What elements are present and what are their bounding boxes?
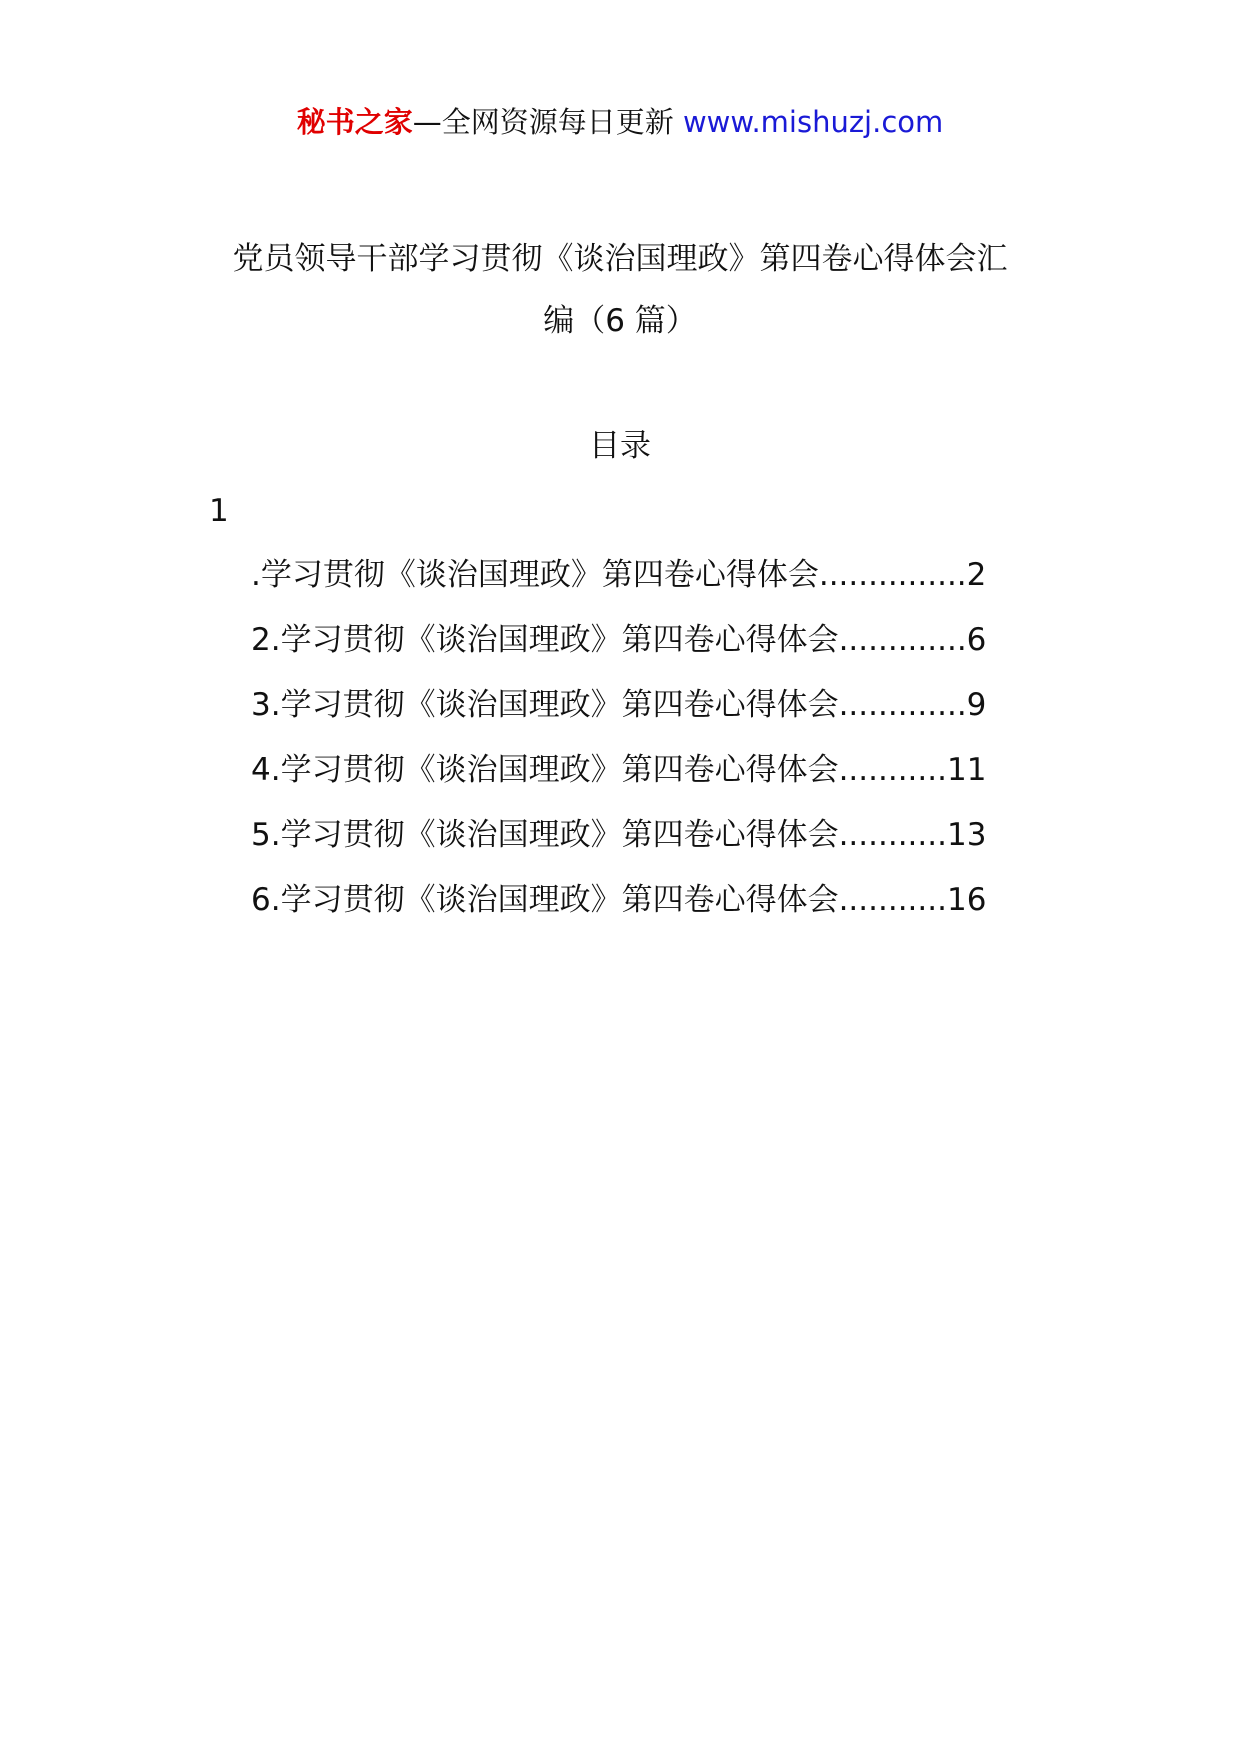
site-url-link[interactable]: www.mishuzj.com: [682, 105, 944, 139]
header-tagline: —全网资源每日更新: [412, 105, 674, 139]
title-line-2: 编（6 篇）: [543, 303, 697, 339]
toc-heading: 目录: [589, 428, 651, 464]
toc-item[interactable]: 2.学习贯彻《谈治国理政》第四卷心得体会.............6: [251, 622, 987, 658]
toc-item[interactable]: 5.学习贯彻《谈治国理政》第四卷心得体会...........13: [251, 817, 987, 853]
toc-item[interactable]: 4.学习贯彻《谈治国理政》第四卷心得体会...........11: [251, 752, 987, 788]
toc-orphan-number: 1: [209, 493, 229, 529]
toc-item[interactable]: 3.学习贯彻《谈治国理政》第四卷心得体会.............9: [251, 687, 987, 723]
site-header: [0, 102, 1240, 142]
toc-item[interactable]: 6.学习贯彻《谈治国理政》第四卷心得体会...........16: [251, 882, 987, 918]
brand-name: 秘书之家: [296, 105, 413, 139]
toc-list: [251, 554, 1051, 944]
toc-item[interactable]: .学习贯彻《谈治国理政》第四卷心得体会...............2: [251, 557, 987, 593]
document-title: [180, 228, 1060, 352]
title-line-1: 党员领导干部学习贯彻《谈治国理政》第四卷心得体会汇: [232, 241, 1008, 277]
